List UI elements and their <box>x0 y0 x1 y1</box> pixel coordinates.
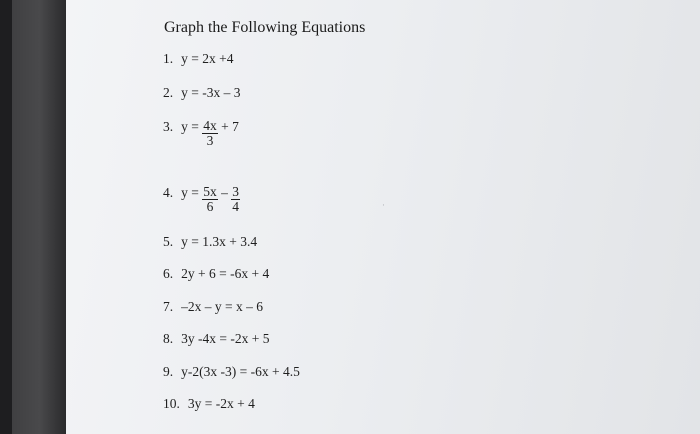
equation-3 <box>163 119 239 148</box>
equation-text: 3y -4x = -2x + 5 <box>181 331 270 346</box>
background-dark-edge <box>0 0 66 434</box>
paper-mark: · <box>382 201 385 211</box>
fraction <box>231 185 240 214</box>
equation-number: 6. <box>163 266 174 281</box>
equation-7 <box>163 299 263 315</box>
equation-number: 2. <box>163 85 174 100</box>
equation-number: 10. <box>163 396 180 411</box>
equation-8 <box>163 331 269 347</box>
fraction-numerator: 5x <box>203 184 217 199</box>
fraction-denominator: 4 <box>232 199 239 215</box>
equation-text: 3y = -2x + 4 <box>187 396 255 411</box>
equation-number: 1. <box>163 51 174 66</box>
equation-number: 3. <box>163 119 174 134</box>
equation-text: –2x – y = x – 6 <box>181 299 263 314</box>
equation-2 <box>163 85 240 101</box>
fraction-denominator: 3 <box>206 133 214 149</box>
equation-text: y = 1.3x + 3.4 <box>181 234 258 249</box>
equation-number: 4. <box>163 185 174 200</box>
equation-6 <box>163 266 269 282</box>
fraction-numerator: 4x <box>203 118 217 133</box>
equation-number: 5. <box>163 234 174 249</box>
equation-text: 2y + 6 = -6x + 4 <box>181 266 270 281</box>
equation-number: 8. <box>163 331 174 346</box>
equation-text: y-2(3x -3) = -6x + 4.5 <box>181 364 300 379</box>
fraction-denominator: 6 <box>206 199 214 215</box>
equation-9 <box>163 364 300 380</box>
equation-number: 7. <box>163 299 174 314</box>
fraction <box>202 119 218 148</box>
equation-middle: – <box>217 185 232 200</box>
equation-10 <box>163 396 255 412</box>
equation-text: y = -3x – 3 <box>181 85 241 100</box>
equation-prefix: y = <box>181 185 203 200</box>
equation-5 <box>163 234 257 250</box>
equation-1 <box>163 51 233 67</box>
document-title: Graph the Following Equations <box>164 19 366 36</box>
equation-number: 9. <box>163 364 174 379</box>
fraction-numerator: 3 <box>232 184 239 199</box>
fraction <box>202 185 218 214</box>
equation-suffix: + 7 <box>217 119 239 134</box>
equation-4 <box>163 185 240 214</box>
equation-prefix: y = <box>181 119 203 134</box>
equation-text: y = 2x +4 <box>181 51 234 66</box>
paper-page <box>66 0 700 434</box>
